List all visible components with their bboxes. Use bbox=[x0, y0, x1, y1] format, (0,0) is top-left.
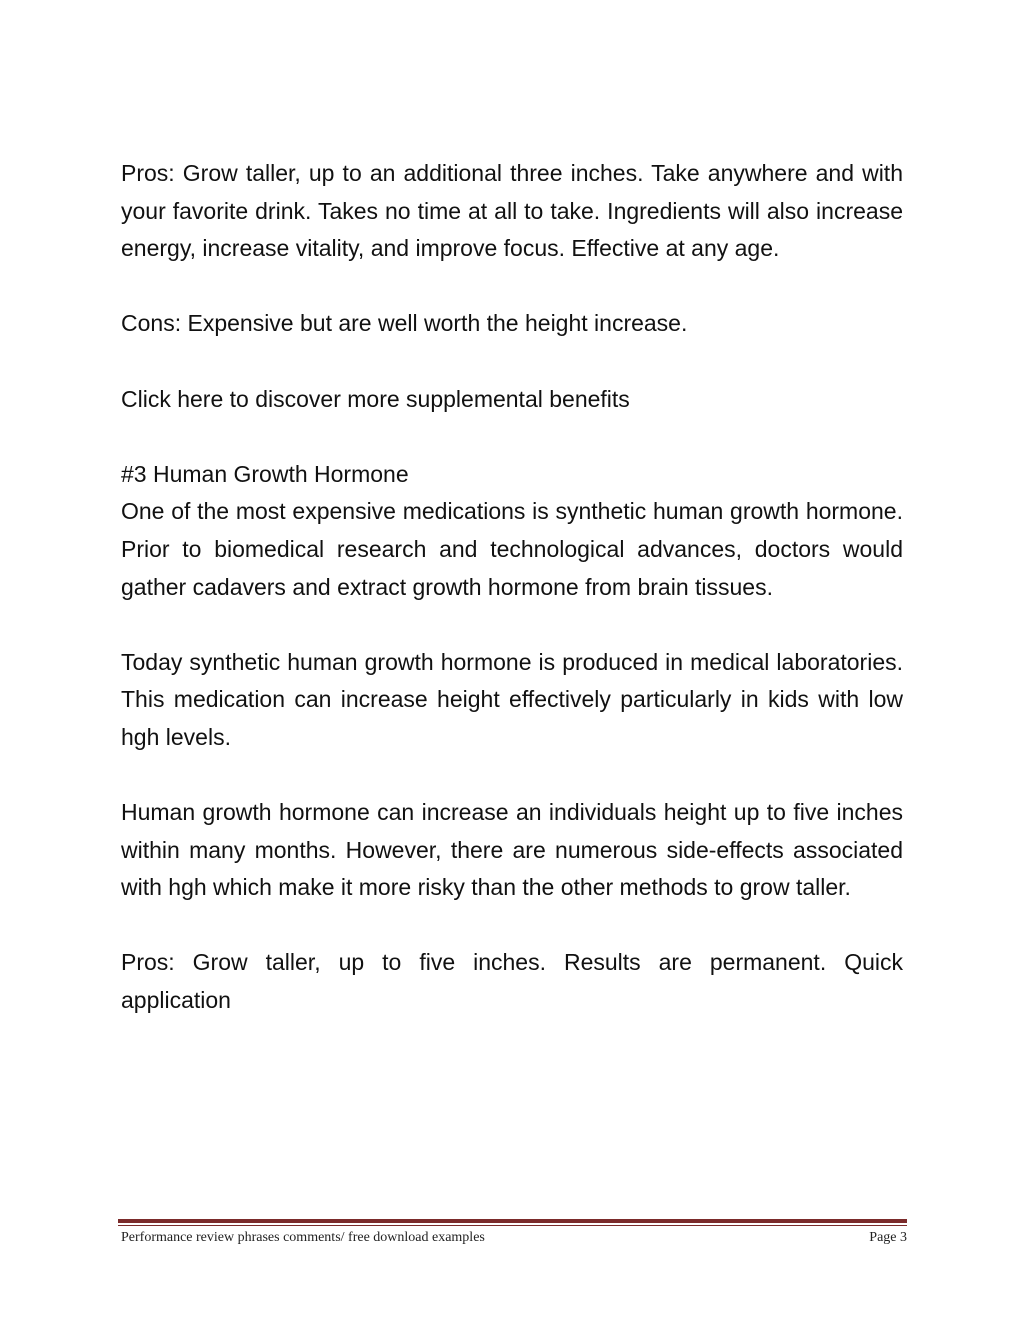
page-number: Page 3 bbox=[869, 1230, 907, 1245]
footer-title: Performance review phrases comments/ free download examples bbox=[121, 1230, 485, 1245]
hgh-intro-paragraph: One of the most expensive medications is synthetic human growth hormone. Prior to biomedical research and technological advances, doctors would gather cadavers and extract growth hormone from brain tissues. bbox=[121, 498, 903, 600]
paragraph-spacer bbox=[121, 757, 903, 795]
section-heading-hgh: #3 Human Growth Hormone bbox=[121, 460, 409, 487]
paragraph-spacer bbox=[121, 343, 903, 381]
paragraph-spacer bbox=[121, 907, 903, 945]
paragraph-spacer bbox=[121, 268, 903, 306]
pros-paragraph-hgh: Pros: Grow taller, up to five inches. Results are permanent. Quick application bbox=[121, 949, 903, 1014]
cons-paragraph-supplement: Cons: Expensive but are well worth the height increase. bbox=[121, 310, 688, 337]
hgh-today-paragraph: Today synthetic human growth hormone is produced in medical laboratories. This medication can increase height effectively particularly in kids with low hgh levels. bbox=[121, 648, 903, 750]
page-body bbox=[121, 155, 903, 1020]
hgh-side-effects-paragraph: Human growth hormone can increase an individuals height up to five inches within many months. However, there are numerous side-effects associated with hgh which make it more risky than the other methods to grow taller. bbox=[121, 799, 903, 901]
footer-divider-thin bbox=[118, 1225, 907, 1226]
pros-paragraph-supplement: Pros: Grow taller, up to an additional three inches. Take anywhere and with your favorite drink. Takes no time at all to take. Ingredients will also increase energy, increase vitality, and improve focus. Effective at any age. bbox=[121, 160, 903, 262]
footer-divider bbox=[118, 1219, 907, 1227]
supplemental-benefits-link[interactable]: Click here to discover more supplemental benefits bbox=[121, 385, 630, 412]
paragraph-spacer bbox=[121, 606, 903, 644]
paragraph-spacer bbox=[121, 418, 903, 456]
footer-divider-thick bbox=[118, 1219, 907, 1223]
